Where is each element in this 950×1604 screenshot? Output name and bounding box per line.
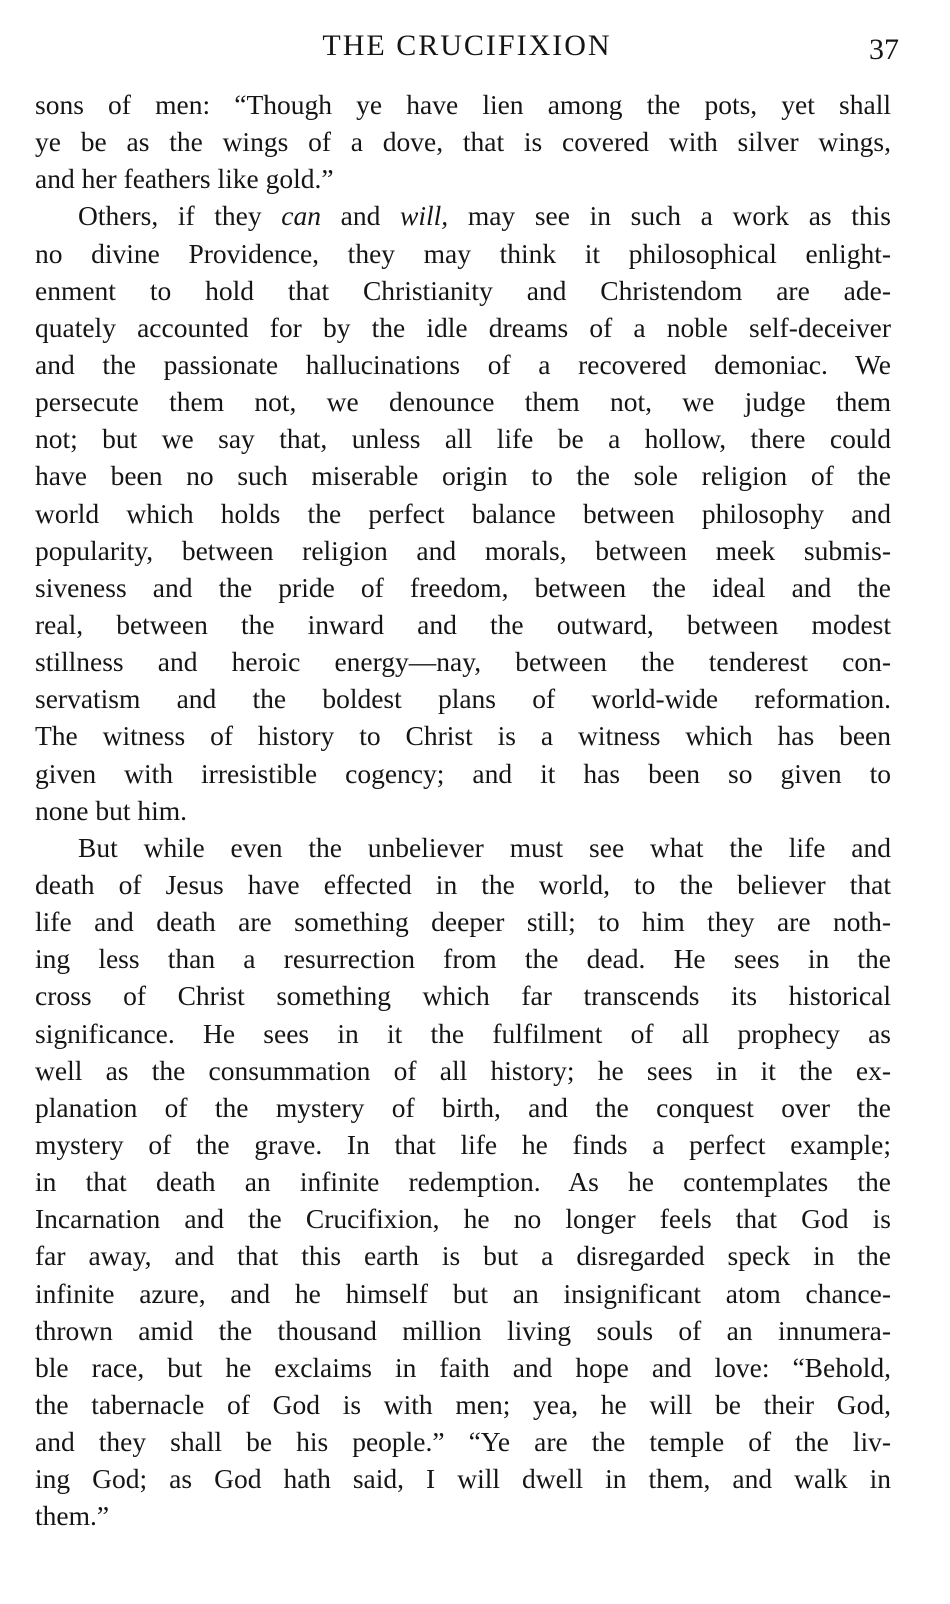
text-line: in that death an infinite redemption. As he contemplates the [35, 1166, 891, 1198]
text-line: and the passionate hallucinations of a recovered demoniac. We [35, 348, 891, 380]
text-line: no divine Providence, they may think it philosophical enlight- [35, 237, 891, 269]
paragraph-3 [35, 829, 891, 1535]
text-line: have been no such miserable origin to the sole religion of the [35, 460, 891, 492]
text-line: ing less than a resurrection from the dead. He sees in the [35, 943, 891, 975]
text-line: mystery of the grave. In that life he finds a perfect example; [35, 1128, 891, 1160]
paragraph-1 [35, 86, 891, 197]
text-line: well as the consummation of all history; he sees in it the ex- [35, 1054, 891, 1086]
text-line: death of Jesus have effected in the world, to the believer that [35, 868, 891, 900]
italic-word-will: will, [400, 200, 449, 232]
text-line: siveness and the pride of freedom, between the ideal and the [35, 571, 891, 603]
text-line: far away, and that this earth is but a disregarded speck in the [35, 1240, 891, 1272]
text-line: real, between the inward and the outward, between modest [35, 608, 891, 640]
text-line: the tabernacle of God is with men; yea, he will be their God, [35, 1388, 891, 1420]
text-line: popularity, between religion and morals, between meek submis- [35, 534, 891, 566]
text-line: given with irresistible cogency; and it has been so given to [35, 757, 891, 789]
text-run: Others, if they [78, 200, 282, 232]
text-line: world which holds the perfect balance between philosophy and [35, 497, 891, 529]
text-line: and they shall be his people.” “Ye are the temple of the liv- [35, 1426, 891, 1458]
text-line: servatism and the boldest plans of world-wide reformation. [35, 683, 891, 715]
text-line: not; but we say that, unless all life be a hollow, there could [35, 423, 891, 455]
text-line: planation of the mystery of birth, and the conquest over the [35, 1091, 891, 1123]
text-line: them.” [35, 1500, 110, 1532]
text-line: stillness and heroic energy—nay, between the tenderest con- [35, 646, 891, 678]
text-line-with-italics [35, 197, 891, 234]
text-line: and her feathers like gold.” [35, 163, 334, 195]
text-run: may see in such a work as this [448, 200, 891, 232]
text-line: The witness of history to Christ is a witness which has been [35, 720, 891, 752]
text-line: persecute them not, we denounce them not, we judge them [35, 386, 891, 418]
text-line: infinite azure, and he himself but an insignificant atom chance- [35, 1277, 891, 1309]
text-line: cross of Christ something which far transcends its historical [35, 980, 891, 1012]
body-text [35, 86, 891, 1534]
text-line: ye be as the wings of a dove, that is covered with silver wings, [35, 126, 891, 158]
text-line: quately accounted for by the idle dreams of a noble self-deceiver [35, 311, 891, 343]
text-line: thrown amid the thousand million living souls of an innumera- [35, 1314, 891, 1346]
text-line: But while even the unbeliever must see what the life and [78, 831, 891, 863]
text-line: enment to hold that Christianity and Christendom are ade- [35, 274, 891, 306]
text-line: sons of men: “Though ye have lien among the pots, yet shall [35, 89, 891, 120]
text-line: Incarnation and the Crucifixion, he no longer feels that God is [35, 1203, 891, 1235]
text-line: ble race, but he exclaims in faith and hope and love: “Behold, [35, 1351, 891, 1383]
text-run: and [321, 200, 401, 232]
text-line: none but him. [35, 794, 188, 826]
page-number: 37 [869, 33, 899, 66]
italic-word-can: can [281, 200, 322, 232]
text-line: life and death are something deeper still; to him they are noth- [35, 906, 891, 938]
paragraph-2 [35, 197, 891, 828]
text-line: ing God; as God hath said, I will dwell in them, and walk in [35, 1463, 891, 1495]
running-title: THE CRUCIFIXION [322, 29, 612, 62]
text-line: significance. He sees in it the fulfilment of all prophecy as [35, 1017, 891, 1049]
running-header [35, 26, 899, 70]
